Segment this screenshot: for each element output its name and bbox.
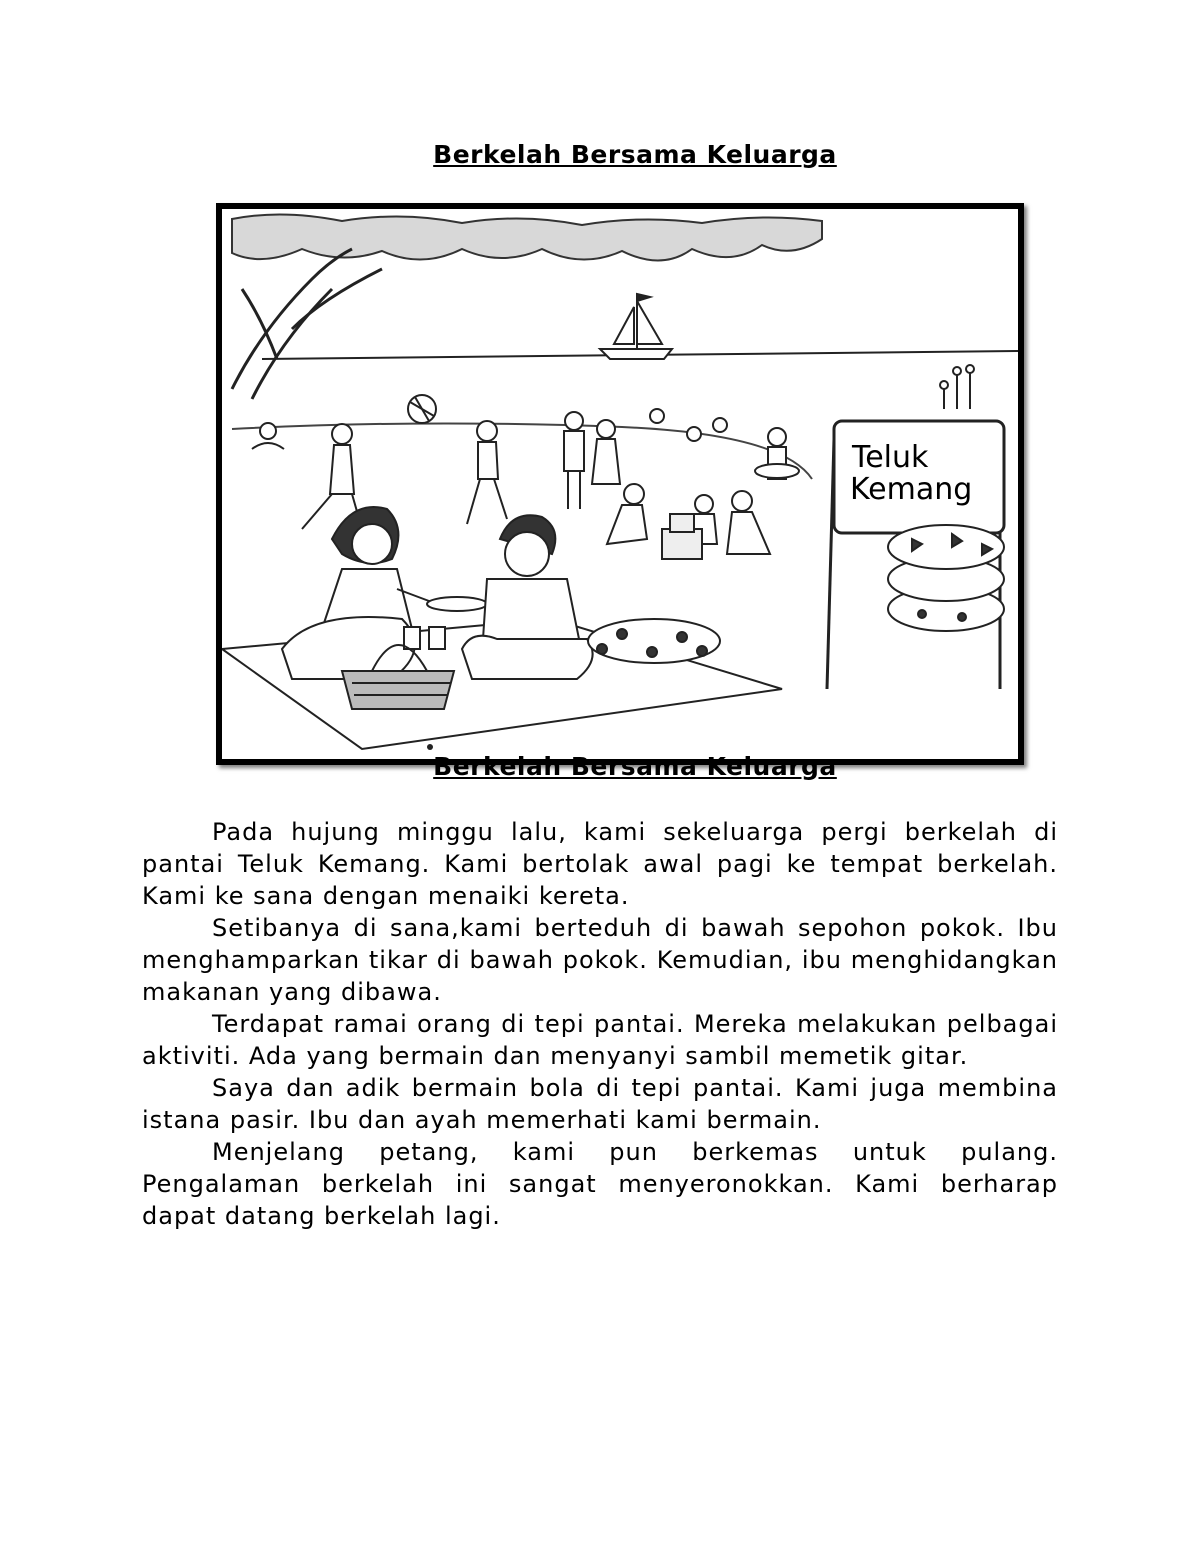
sailboat (600, 294, 672, 359)
paragraph: Saya dan adik bermain bola di tepi pantai. Kami juga membina istana pasir. Ibu dan ayah memerhati kami bermain. (142, 1074, 1058, 1134)
mat-stain-dot (427, 744, 433, 750)
tree-trunk (232, 249, 382, 399)
father-figure (462, 515, 593, 679)
paragraph: Terdapat ramai orang di tepi pantai. Mereka melakukan pelbagai aktiviti. Ada yang bermain dan menyanyi sambil memetik gitar. (142, 1010, 1058, 1070)
stacked-floats (888, 525, 1004, 631)
essay-body (142, 816, 1058, 1232)
beach-scene (222, 209, 1018, 759)
paragraph: Pada hujung minggu lalu, kami sekeluarga pergi berkelah di pantai Teluk Kemang. Kami bertolak awal pagi ke tempat berkelah. Kami ke sana dengan menaiki kereta. (142, 818, 1058, 910)
sign-line-2: Kemang (850, 472, 973, 507)
sign-line-1: Teluk (852, 440, 929, 475)
paragraph: Menjelang petang, kami pun berkemas untuk pulang. Pengalaman berkelah ini sangat menyeronokkan. Kami berharap dapat datang berkelah lagi. (142, 1138, 1058, 1230)
tree-canopy (232, 214, 822, 260)
paragraph: Setibanya di sana,kami berteduh di bawah sepohon pokok. Ibu menghamparkan tikar di bawah pokok. Kemudian, ibu menghidangkan makanan yang dibawa. (142, 914, 1058, 1006)
distant-people (940, 365, 974, 409)
picnic-illustration (216, 203, 1024, 765)
repeated-title: Berkelah Bersama Keluarga (433, 752, 837, 781)
shoreline (232, 423, 812, 479)
beach-ball (408, 395, 436, 423)
page-title: Berkelah Bersama Keluarga (433, 140, 837, 169)
float-ring (588, 619, 720, 663)
